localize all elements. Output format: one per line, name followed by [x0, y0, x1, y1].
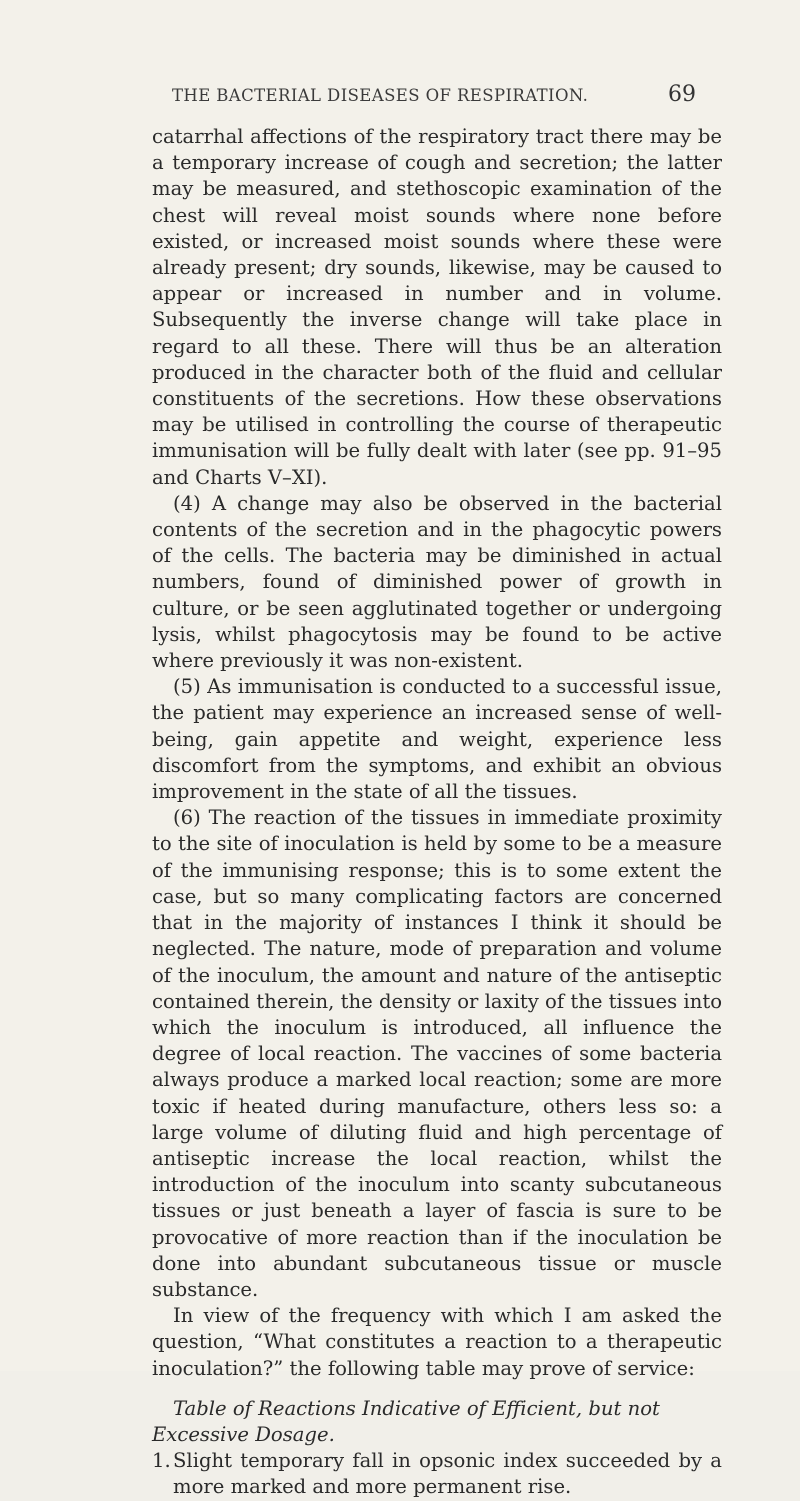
paragraph-6: (6) The reaction of the tissues in immediate proximity to the site of inoculation is held by some to be a measure of the immunising response; this is to some extent the case, but so many complicating factors are concerned that in the majority of instances I think it should be neglected. The nature, mode of preparation and volume of the inoculum, the amount and nature of the antiseptic contained therein, the density or laxity of the tissues into which the inoculum is introduced, all influence the degree of local reaction. The vaccines of some bacteria always produce a marked local reaction; some are more toxic if heated during manufacture, others less so: a large volume of diluting fluid and high percentage of antiseptic increase the local reaction, whilst the introduction of the inoculum into scanty subcutaneous tissues or just beneath a layer of fascia is sure to be provocative of more reaction than if the inoculation be done into abundant subcutaneous tissue or muscle substance. [152, 806, 722, 1301]
paragraph-4: (4) A change may also be observed in the bacterial contents of the secretion and in the phagocytic powers of the cells. The bacteria may be diminished in actual numbers, found of diminished power of growth in culture, or be seen agglutinated together or undergoing lysis, whilst phagocytosis may be found to be active where previously it was non-existent. [152, 491, 722, 673]
page-number: 69 [668, 82, 696, 107]
running-head: THE BACTERIAL DISEASES OF RESPIRATION. [172, 86, 589, 105]
paragraph-continued: catarrhal affections of the respiratory tract there may be a temporary increase of cough and secretion; the latter may be measured, and stethoscopic examination of the chest will reveal moist sounds where none before existed, or increased moist sounds where these were already present; dry sounds, likewise, may be caused to appear or increased in number and in volume. Subsequently the inverse change will take place in regard to all these. There will thus be an alteration produced in the character both of the fluid and cellular constituents of the secretions. How these observations may be utilised in controlling the course of therapeutic immunisation will be fully dealt with later (see pp. 91–95 and Charts V–XI). [152, 125, 722, 489]
page-body [152, 124, 722, 1501]
paragraph-question: In view of the frequency with which I am asked the question, “What constitutes a reaction to a therapeutic inoculation?” the following table may prove of service: [152, 1304, 722, 1380]
list-item-number: 1. [152, 1449, 171, 1473]
paragraph-5: (5) As immunisation is conducted to a successful issue, the patient may experience an increased sense of well-being, gain appetite and weight, experience less discomfort from the symptoms, and exhibit an obvious improvement in the state of all the tissues. [152, 675, 722, 804]
page-header [0, 80, 800, 120]
list-item [152, 1448, 722, 1500]
table-heading: Table of Reactions Indicative of Efficient, but not Excessive Dosage. [152, 1396, 660, 1446]
list-item-text: Slight temporary fall in opsonic index succeeded by a more marked and more permanent rise. [173, 1449, 722, 1499]
